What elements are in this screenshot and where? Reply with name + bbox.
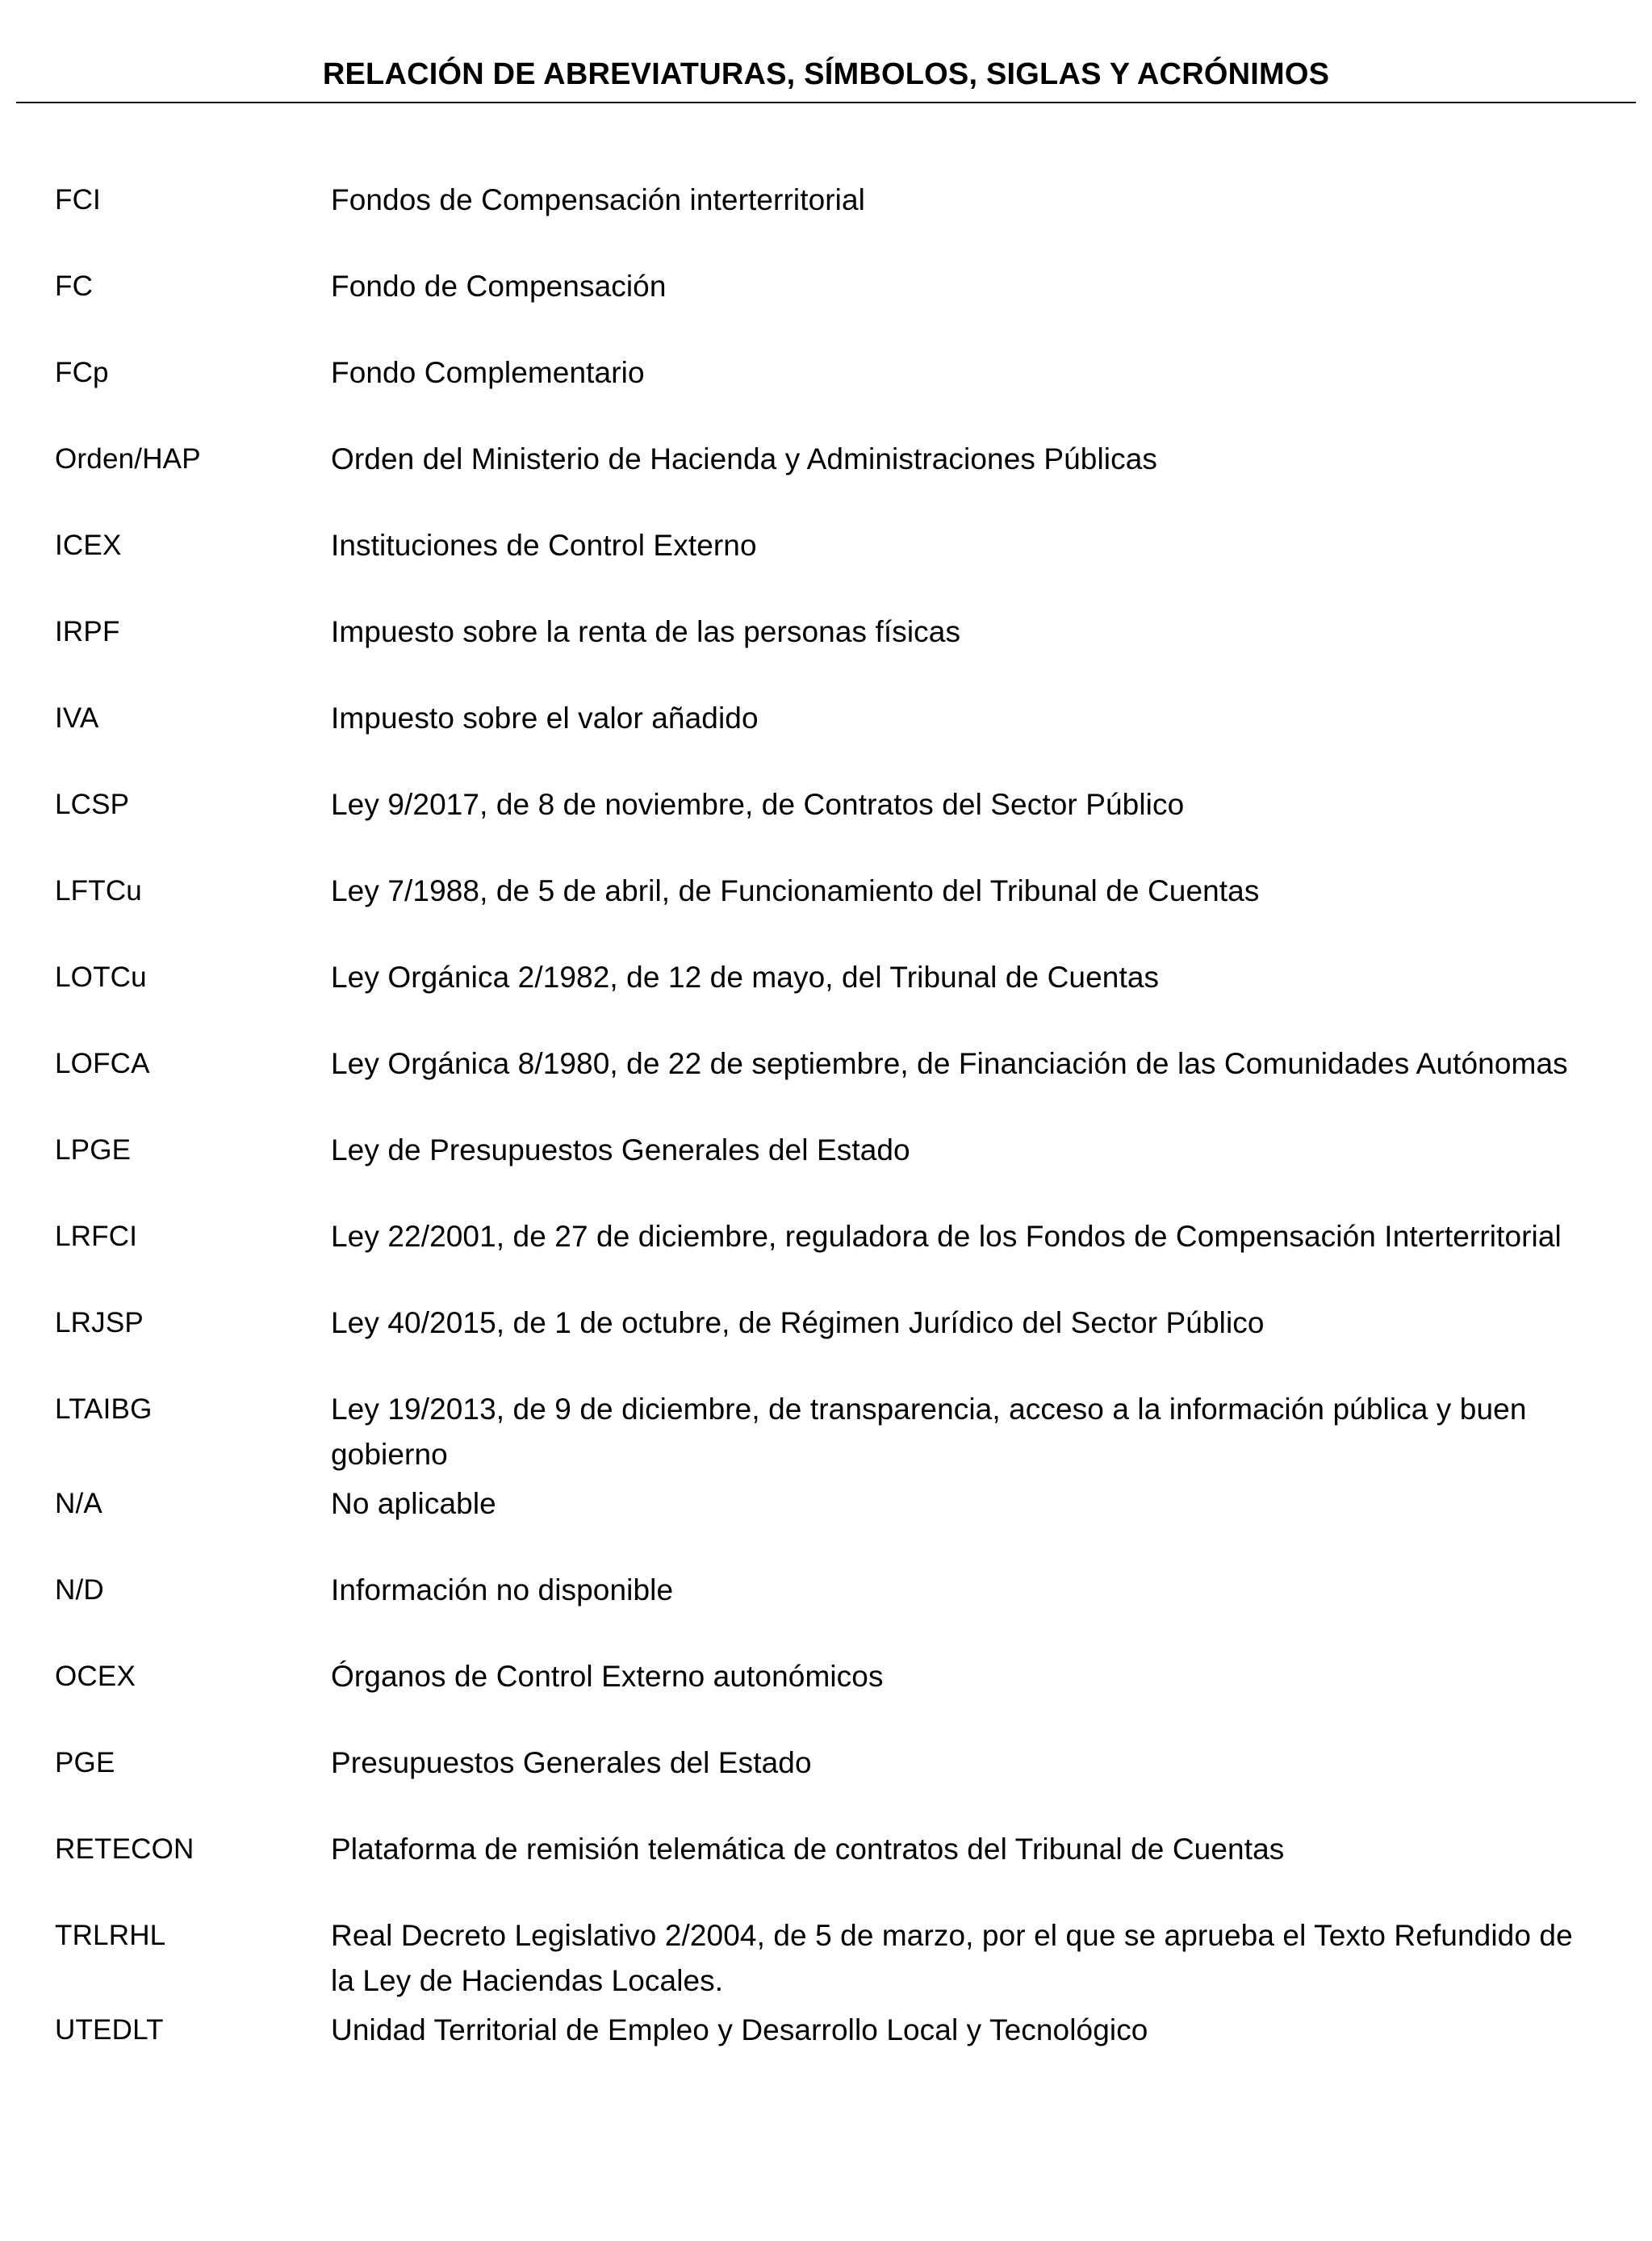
title-divider	[16, 102, 1636, 103]
abbreviation-entry	[55, 350, 1586, 396]
abbreviation-entry	[55, 1214, 1586, 1259]
abbreviation-entry	[55, 1387, 1586, 1477]
definition: Fondo Complementario	[331, 356, 645, 389]
page-title: RELACIÓN DE ABREVIATURAS, SÍMBOLOS, SIGLAS Y ACRÓNIMOS	[322, 57, 1330, 91]
abbreviation-entry	[55, 1041, 1586, 1087]
abbreviation: UTEDLT	[55, 2014, 164, 2046]
definition: Impuesto sobre el valor añadido	[331, 702, 759, 735]
abbreviation-entry	[55, 1827, 1586, 1872]
abbreviation-entry	[55, 523, 1586, 568]
abbreviation: IVA	[55, 702, 99, 734]
abbreviation-entry	[55, 955, 1586, 1000]
abbreviation-entry	[55, 264, 1586, 309]
definition: Ley 40/2015, de 1 de octubre, de Régimen Jurídico del Sector Público	[331, 1306, 1265, 1339]
abbreviation-entry	[55, 1301, 1586, 1346]
definition: Real Decreto Legislativo 2/2004, de 5 de marzo, por el que se aprueba el Texto Refundido de la Ley de Haciendas Locales.	[331, 1919, 1573, 1997]
definition: No aplicable	[331, 1487, 496, 1520]
abbreviation-entry	[55, 1128, 1586, 1173]
abbreviation-entry	[55, 1481, 1586, 1527]
abbreviation-entry	[55, 178, 1586, 223]
definition: Fondos de Compensación interterritorial	[331, 183, 866, 216]
abbreviation-entry	[55, 1740, 1586, 1786]
abbreviation-entry	[55, 437, 1586, 482]
abbreviation-list	[0, 178, 1652, 2053]
document-header	[0, 57, 1652, 103]
definition: Impuesto sobre la renta de las personas físicas	[331, 615, 961, 648]
abbreviation: N/D	[55, 1574, 104, 1606]
definition: Ley 22/2001, de 27 de diciembre, reguladora de los Fondos de Compensación Interterritorial	[331, 1220, 1562, 1253]
abbreviation: PGE	[55, 1747, 115, 1778]
definition: Información no disponible	[331, 1573, 674, 1606]
abbreviation: IRPF	[55, 616, 120, 647]
abbreviation-entry	[55, 869, 1586, 914]
definition: Fondo de Compensación	[331, 270, 667, 303]
definition: Ley Orgánica 8/1980, de 22 de septiembre, de Financiación de las Comunidades Autónomas	[331, 1047, 1568, 1080]
abbreviation: FCp	[55, 357, 109, 388]
definition: Presupuestos Generales del Estado	[331, 1746, 812, 1779]
definition: Plataforma de remisión telemática de contratos del Tribunal de Cuentas	[331, 1833, 1285, 1866]
abbreviation: Orden/HAP	[55, 443, 201, 475]
definition: Ley 9/2017, de 8 de noviembre, de Contratos del Sector Público	[331, 788, 1185, 821]
abbreviation-entry	[55, 1913, 1586, 2004]
abbreviation: LOTCu	[55, 961, 147, 993]
definition: Ley 7/1988, de 5 de abril, de Funcionamiento del Tribunal de Cuentas	[331, 874, 1260, 907]
abbreviation: FC	[55, 270, 94, 302]
abbreviation: LCSP	[55, 789, 130, 820]
abbreviation: LTAIBG	[55, 1393, 153, 1425]
abbreviation-entry	[55, 696, 1586, 741]
definition: Orden del Ministerio de Hacienda y Administraciones Públicas	[331, 442, 1158, 475]
abbreviation: LPGE	[55, 1134, 132, 1166]
abbreviation: TRLRHL	[55, 1920, 166, 1951]
definition: Ley de Presupuestos Generales del Estado	[331, 1133, 910, 1167]
abbreviation: LRJSP	[55, 1307, 144, 1338]
abbreviation: OCEX	[55, 1661, 136, 1692]
definition: Ley Orgánica 2/1982, de 12 de mayo, del Tribunal de Cuentas	[331, 961, 1160, 994]
abbreviation: LFTCu	[55, 875, 142, 907]
definition: Órganos de Control Externo autonómicos	[331, 1660, 884, 1693]
abbreviation: FCI	[55, 184, 101, 216]
abbreviation: ICEX	[55, 530, 122, 561]
abbreviation-entry	[55, 1568, 1586, 1613]
abbreviation: RETECON	[55, 1833, 194, 1865]
definition: Unidad Territorial de Empleo y Desarrollo Local y Tecnológico	[331, 2013, 1148, 2046]
abbreviation-entry	[55, 782, 1586, 827]
abbreviation-entry	[55, 609, 1586, 655]
abbreviation: LRFCI	[55, 1221, 138, 1252]
definition: Instituciones de Control Externo	[331, 529, 757, 562]
abbreviation-entry	[55, 2008, 1586, 2053]
definition: Ley 19/2013, de 9 de diciembre, de transparencia, acceso a la información pública y buen gobierno	[331, 1393, 1527, 1471]
abbreviation-entry	[55, 1654, 1586, 1699]
abbreviation: LOFCA	[55, 1048, 150, 1079]
abbreviation: N/A	[55, 1488, 102, 1519]
